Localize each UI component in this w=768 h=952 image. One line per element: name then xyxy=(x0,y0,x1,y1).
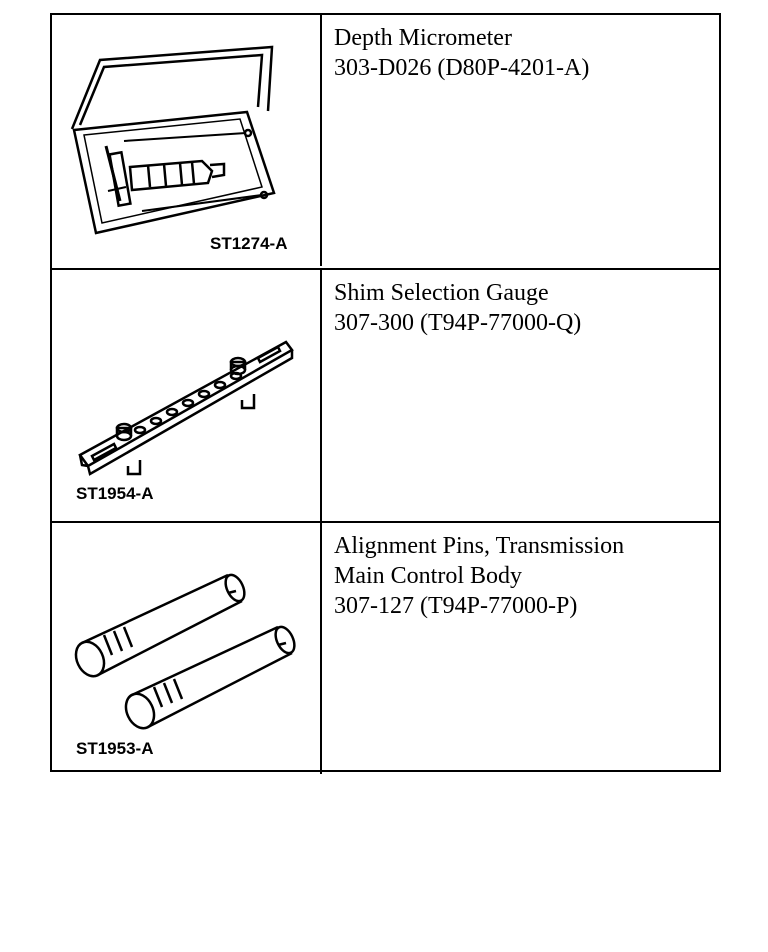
tool-name-line: Alignment Pins, Transmission xyxy=(334,533,625,559)
alignment-pins-icon xyxy=(52,523,320,774)
tool-part-number: 303-D026 (D80P-4201-A) xyxy=(334,55,590,81)
tool-image-cell xyxy=(52,523,322,774)
tool-description xyxy=(322,523,719,774)
tool-image-cell xyxy=(52,270,322,521)
tool-name-line: Main Control Body xyxy=(334,563,523,589)
tool-part-number: 307-127 (T94P-77000-P) xyxy=(334,593,578,619)
depth-micrometer-icon xyxy=(52,15,320,266)
tool-row-alignment-pins xyxy=(52,521,719,774)
figure-id: ST1954-A xyxy=(76,484,154,503)
tool-image-cell xyxy=(52,15,322,266)
tool-name-line: Depth Micrometer xyxy=(334,25,512,51)
tool-row-shim-selection-gauge xyxy=(52,268,719,521)
special-tools-table xyxy=(50,13,721,772)
figure-id: ST1953-A xyxy=(76,739,154,758)
tool-name-line: Shim Selection Gauge xyxy=(334,280,549,306)
tool-description xyxy=(322,270,719,521)
tool-row-depth-micrometer xyxy=(52,15,719,266)
figure-id: ST1274-A xyxy=(210,234,288,253)
tool-description xyxy=(322,15,719,266)
tool-part-number: 307-300 (T94P-77000-Q) xyxy=(334,310,582,336)
